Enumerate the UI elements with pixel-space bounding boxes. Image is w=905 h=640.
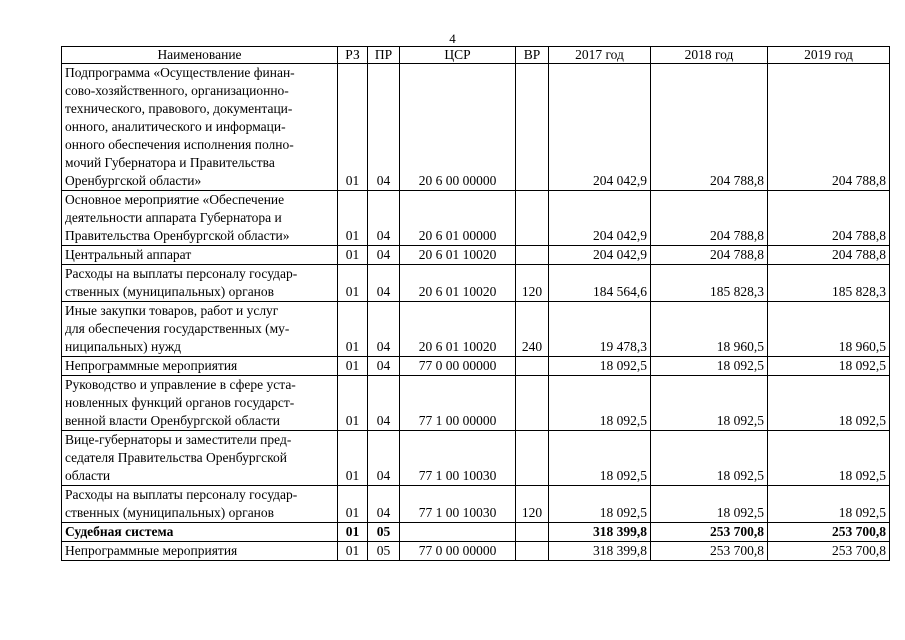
cell-2017: 204 042,9 [549, 64, 651, 191]
cell-name: Подпрограмма «Осуществление финан- сово-хозяйственного, организационно- технического, правового, документаци- онного, аналитического и информаци- онного обеспечения исполнения полно- мочий Губернатора и Правительства Оренбургской области» [62, 64, 338, 191]
header-name: Наименование [62, 47, 338, 64]
cell-vr [516, 357, 549, 376]
cell-name: Непрограммные мероприятия [62, 542, 338, 561]
header-2017: 2017 год [549, 47, 651, 64]
header-2019: 2019 год [768, 47, 890, 64]
cell-2019: 18 960,5 [768, 302, 890, 357]
cell-name: Вице-губернаторы и заместители пред- седателя Правительства Оренбургской области [62, 431, 338, 486]
cell-name: Руководство и управление в сфере уста- новленных функций органов государст- венной власти Оренбургской области [62, 376, 338, 431]
cell-csr: 77 0 00 00000 [400, 542, 516, 561]
cell-rz: 01 [338, 191, 368, 246]
cell-2018: 185 828,3 [651, 265, 768, 302]
cell-rz: 01 [338, 302, 368, 357]
table-row [62, 246, 890, 265]
table-row [62, 486, 890, 523]
cell-name: Расходы на выплаты персоналу государ- ственных (муниципальных) органов [62, 486, 338, 523]
cell-rz: 01 [338, 265, 368, 302]
header-2018: 2018 год [651, 47, 768, 64]
cell-vr: 120 [516, 265, 549, 302]
cell-name: Расходы на выплаты персоналу государ- ственных (муниципальных) органов [62, 265, 338, 302]
cell-2017: 18 092,5 [549, 376, 651, 431]
cell-rz: 01 [338, 64, 368, 191]
cell-2019: 204 788,8 [768, 246, 890, 265]
cell-pr: 04 [368, 265, 400, 302]
cell-2019: 204 788,8 [768, 191, 890, 246]
table-row [62, 191, 890, 246]
cell-rz: 01 [338, 486, 368, 523]
header-pr: ПР [368, 47, 400, 64]
cell-name: Основное мероприятие «Обеспечение деятельности аппарата Губернатора и Правительства Оренбургской области» [62, 191, 338, 246]
cell-2018: 204 788,8 [651, 64, 768, 191]
cell-vr [516, 246, 549, 265]
cell-vr: 120 [516, 486, 549, 523]
cell-vr [516, 191, 549, 246]
cell-pr: 05 [368, 523, 400, 542]
cell-csr: 20 6 01 10020 [400, 246, 516, 265]
cell-2017: 18 092,5 [549, 357, 651, 376]
cell-pr: 04 [368, 376, 400, 431]
cell-csr: 20 6 01 10020 [400, 302, 516, 357]
header-rz: РЗ [338, 47, 368, 64]
cell-pr: 04 [368, 357, 400, 376]
cell-2019: 18 092,5 [768, 376, 890, 431]
page-number: 4 [449, 31, 456, 46]
cell-name: Непрограммные мероприятия [62, 357, 338, 376]
cell-pr: 04 [368, 302, 400, 357]
budget-table [61, 46, 890, 561]
cell-rz: 01 [338, 376, 368, 431]
cell-rz: 01 [338, 357, 368, 376]
header-csr: ЦСР [400, 47, 516, 64]
cell-2018: 18 092,5 [651, 376, 768, 431]
cell-2017: 18 092,5 [549, 486, 651, 523]
cell-csr: 77 0 00 00000 [400, 357, 516, 376]
table-row [62, 64, 890, 191]
cell-2019: 204 788,8 [768, 64, 890, 191]
cell-pr: 04 [368, 431, 400, 486]
cell-2017: 204 042,9 [549, 191, 651, 246]
cell-2017: 18 092,5 [549, 431, 651, 486]
header-vr: ВР [516, 47, 549, 64]
cell-2018: 18 960,5 [651, 302, 768, 357]
cell-pr: 04 [368, 486, 400, 523]
cell-2017: 318 399,8 [549, 542, 651, 561]
cell-2018: 18 092,5 [651, 486, 768, 523]
cell-2017: 184 564,6 [549, 265, 651, 302]
cell-pr: 04 [368, 64, 400, 191]
cell-name: Центральный аппарат [62, 246, 338, 265]
table-row [62, 523, 890, 542]
cell-pr: 04 [368, 246, 400, 265]
cell-csr: 77 1 00 10030 [400, 431, 516, 486]
cell-2017: 318 399,8 [549, 523, 651, 542]
cell-2018: 18 092,5 [651, 357, 768, 376]
cell-2019: 18 092,5 [768, 431, 890, 486]
cell-rz: 01 [338, 431, 368, 486]
cell-2018: 253 700,8 [651, 523, 768, 542]
table-header [62, 47, 890, 64]
cell-2019: 253 700,8 [768, 542, 890, 561]
cell-csr: 77 1 00 00000 [400, 376, 516, 431]
cell-vr [516, 523, 549, 542]
cell-2019: 18 092,5 [768, 357, 890, 376]
cell-2018: 18 092,5 [651, 431, 768, 486]
cell-2019: 185 828,3 [768, 265, 890, 302]
cell-2017: 19 478,3 [549, 302, 651, 357]
cell-vr [516, 376, 549, 431]
cell-2017: 204 042,9 [549, 246, 651, 265]
cell-name: Судебная система [62, 523, 338, 542]
cell-vr [516, 542, 549, 561]
cell-2018: 253 700,8 [651, 542, 768, 561]
cell-vr: 240 [516, 302, 549, 357]
table-row [62, 357, 890, 376]
table-row [62, 302, 890, 357]
cell-vr [516, 64, 549, 191]
cell-csr: 20 6 01 00000 [400, 191, 516, 246]
cell-2019: 253 700,8 [768, 523, 890, 542]
table-row [62, 431, 890, 486]
table-row [62, 265, 890, 302]
cell-name: Иные закупки товаров, работ и услуг для обеспечения государственных (му- ниципальных) нужд [62, 302, 338, 357]
cell-csr: 20 6 01 10020 [400, 265, 516, 302]
cell-csr: 20 6 00 00000 [400, 64, 516, 191]
cell-rz: 01 [338, 246, 368, 265]
cell-vr [516, 431, 549, 486]
table-row [62, 542, 890, 561]
table-row [62, 376, 890, 431]
cell-pr: 05 [368, 542, 400, 561]
table-body [62, 64, 890, 561]
cell-rz: 01 [338, 523, 368, 542]
header-row [62, 47, 890, 64]
cell-pr: 04 [368, 191, 400, 246]
cell-csr: 77 1 00 10030 [400, 486, 516, 523]
cell-2018: 204 788,8 [651, 246, 768, 265]
cell-rz: 01 [338, 542, 368, 561]
cell-csr [400, 523, 516, 542]
cell-2018: 204 788,8 [651, 191, 768, 246]
cell-2019: 18 092,5 [768, 486, 890, 523]
